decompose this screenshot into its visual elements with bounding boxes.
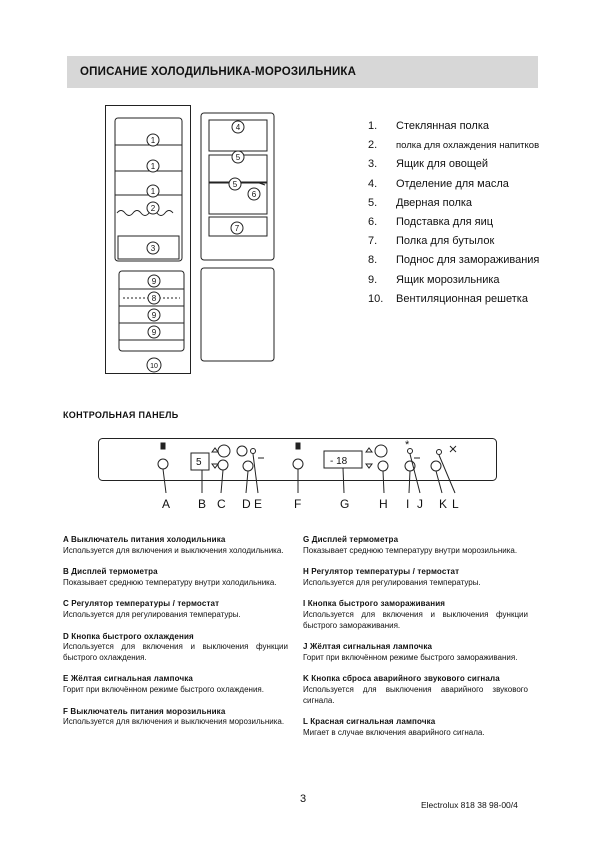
panel-letter-i: I [406, 497, 410, 511]
description-item: L Красная сигнальная лампочка Мигает в случае включения аварийного сигнала. [303, 717, 485, 737]
panel-letter-d: D [242, 497, 251, 511]
description-item: I Кнопка быстрого замораживания Используется для включения и выключения функции быстрого замораживания. [303, 599, 528, 630]
panel-letter-j: J [417, 497, 423, 511]
control-panel-title: КОНТРОЛЬНАЯ ПАНЕЛЬ [63, 410, 179, 420]
description-item: G Дисплей термометра Показывает среднюю температуру внутри морозильника. [303, 535, 518, 555]
panel-letter-k: K [439, 497, 448, 511]
freezer-door-outline [201, 268, 274, 361]
page-number: 3 [300, 793, 307, 805]
svg-text:10: 10 [150, 363, 158, 370]
callout-door-2 [229, 178, 241, 190]
panel-letter-a: A [162, 497, 171, 511]
callout-freezer-1 [148, 292, 160, 304]
svg-text:2: 2 [150, 204, 156, 213]
footer-code: Electrolux 818 38 98-00/4 [421, 800, 518, 810]
description-item: J Жёлтая сигнальная лампочка Горит при включённом режиме быстрого замораживания. [303, 642, 518, 662]
panel-letter-c: C [217, 497, 226, 511]
fridge-diagram [105, 105, 285, 380]
freezer-thermostat [378, 461, 388, 471]
callout-fridge-4 [147, 242, 159, 254]
panel-letter-l: L [452, 497, 459, 511]
callout-door-3 [248, 188, 260, 200]
fridge-power-switch [158, 459, 168, 469]
panel-letter-b: B [198, 497, 207, 511]
callout-fridge-1 [147, 160, 159, 172]
alarm-lamp [437, 450, 442, 455]
svg-text:4: 4 [235, 123, 241, 132]
wave-shelf [117, 211, 173, 216]
callout-fridge-0 [147, 134, 159, 146]
description-item: C Регулятор температуры / термостат Используется для регулирования температуры. [63, 599, 241, 619]
description-item: K Кнопка сброса аварийного звукового сигнала Используется для выключения аварийного звукового сигнала. [303, 674, 528, 705]
description-item: F Выключатель питания морозильника Используется для включения и выключения морозильника. [63, 706, 285, 727]
svg-text:9: 9 [151, 277, 157, 286]
alarm-reset-button [431, 461, 441, 471]
svg-text:1: 1 [150, 136, 156, 145]
svg-text:3: 3 [150, 244, 156, 253]
svg-text:5: 5 [235, 153, 241, 162]
callout-door-0 [232, 121, 244, 133]
descriptions-right [303, 535, 528, 749]
snowflake-icon: * [405, 439, 410, 451]
svg-text:6: 6 [251, 190, 257, 199]
description-item: H Регулятор температуры / термостат Используется для регулирования температуры. [303, 567, 481, 587]
callout-grille [147, 358, 161, 372]
thermostat-arrows [212, 448, 218, 468]
svg-text:5: 5 [232, 180, 238, 189]
fridge-thermostat [218, 460, 228, 470]
freezer-display-value: - 18 [330, 456, 348, 467]
callout-fridge-2 [147, 185, 159, 197]
descriptions-left [63, 535, 288, 739]
panel-letter-f: F [294, 497, 302, 511]
svg-text:7: 7 [234, 224, 240, 233]
fridge-display-value: 5 [196, 457, 202, 468]
callout-freezer-3 [148, 326, 160, 338]
callout-door-1 [232, 151, 244, 163]
svg-text:1: 1 [150, 187, 156, 196]
svg-text:1: 1 [150, 162, 156, 171]
control-panel-diagram [98, 438, 498, 494]
callout-freezer-0 [148, 275, 160, 287]
callout-door-4 [231, 222, 243, 234]
callout-freezer-2 [148, 309, 160, 321]
panel-letter-e: E [254, 497, 263, 511]
page-title: ОПИСАНИЕ ХОЛОДИЛЬНИКА-МОРОЗИЛЬНИКА [80, 66, 357, 78]
description-item: D Кнопка быстрого охлаждения Используется для включения и выключения функции быстрого охлаждения. [63, 631, 288, 662]
svg-text:8: 8 [151, 294, 157, 303]
panel-letter-g: G [340, 497, 350, 511]
svg-text:9: 9 [151, 328, 157, 337]
freezer-switch-icon [296, 443, 300, 449]
panel-letter-h: H [379, 497, 388, 511]
callout-fridge-3 [147, 202, 159, 214]
fast-cool-button [243, 461, 253, 471]
fridge-switch-icon [161, 443, 165, 449]
description-item: E Жёлтая сигнальная лампочка Горит при включённом режиме быстрого охлаждения. [63, 674, 264, 694]
fast-cool-lamp [251, 449, 256, 454]
freezer-power-switch [293, 459, 303, 469]
description-item: B Дисплей термометра Показывает среднюю температуру внутри холодильника. [63, 567, 277, 587]
svg-text:9: 9 [151, 311, 157, 320]
description-item: A Выключатель питания холодильника Используется для включения и выключения холодильника. [63, 535, 284, 555]
